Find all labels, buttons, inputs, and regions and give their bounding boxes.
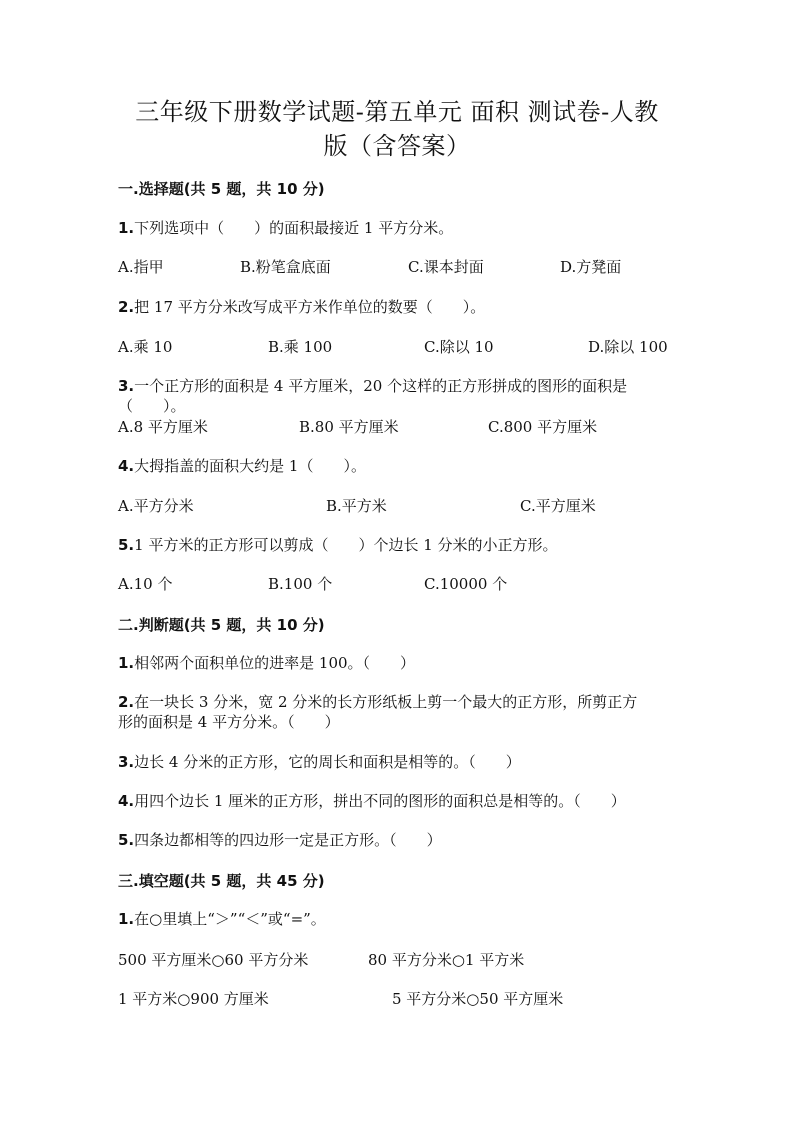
page-title-line-1: 三年级下册数学试题-第五单元 面积 测试卷-人教: [135, 98, 659, 126]
option-b: B.80 平方厘米: [299, 418, 399, 436]
option-a: A.10 个: [118, 575, 173, 593]
question-body: 1 平方米的正方形可以剪成（ ）个边长 1 分米的小正方形。: [134, 536, 558, 554]
compare-item: 80 平方分米○1 平方米: [368, 951, 525, 969]
question-number: 3.: [118, 377, 135, 395]
question-number: 5.: [118, 831, 135, 849]
question-body: 大拇指盖的面积大约是 1（ ）。: [134, 457, 366, 475]
question-text: [118, 692, 637, 712]
option-a: A.指甲: [118, 258, 164, 276]
question-text: [118, 830, 442, 850]
compare-item: 500 平方厘米○60 平方分米: [118, 951, 309, 969]
question-number: 4.: [118, 457, 135, 475]
option-d: D.方凳面: [560, 258, 622, 276]
question-number: 1.: [118, 910, 135, 928]
question-text: [118, 456, 366, 476]
question-text: [118, 752, 521, 772]
question-text: [118, 791, 626, 811]
option-b: B.乘 100: [268, 338, 333, 356]
option-c: C.除以 10: [424, 338, 494, 356]
question-text-continued: 形的面积是 4 平方分米。（ ）: [118, 713, 340, 731]
compare-item: 1 平方米○900 方厘米: [118, 990, 269, 1008]
option-a: A.平方分米: [118, 497, 194, 515]
option-b: B.粉笔盒底面: [240, 258, 331, 276]
question-body: 相邻两个面积单位的进率是 100。（ ）: [134, 654, 416, 672]
option-c: C.10000 个: [424, 575, 508, 593]
question-number: 3.: [118, 753, 135, 771]
question-text: [118, 653, 415, 673]
question-text: [118, 297, 485, 317]
option-b: B.平方米: [326, 497, 387, 515]
question-number: 4.: [118, 792, 135, 810]
section-heading-fill-in: 三.填空题(共 5 题，共 45 分): [118, 872, 325, 890]
question-body: 四条边都相等的四边形一定是正方形。（ ）: [134, 831, 442, 849]
question-text: [118, 218, 453, 238]
question-text-continued: （ ）。: [118, 397, 186, 415]
option-c: C.课本封面: [408, 258, 484, 276]
question-body: 用四个边长 1 厘米的正方形，拼出不同的图形的面积总是相等的。（ ）: [134, 792, 626, 810]
option-a: A.8 平方厘米: [118, 418, 208, 436]
question-body: 把 17 平方分米改写成平方米作单位的数要（ ）。: [134, 298, 486, 316]
question-text: [118, 535, 558, 555]
question-number: 1.: [118, 654, 135, 672]
option-b: B.100 个: [268, 575, 333, 593]
option-a: A.乘 10: [118, 338, 173, 356]
question-number: 2.: [118, 693, 135, 711]
option-c: C.800 平方厘米: [488, 418, 598, 436]
compare-item: 5 平方分米○50 平方厘米: [392, 990, 564, 1008]
option-c: C.平方厘米: [520, 497, 596, 515]
question-body: 下列选项中（ ）的面积最接近 1 平方分米。: [134, 219, 454, 237]
question-body: 边长 4 分米的正方形，它的周长和面积是相等的。（ ）: [134, 753, 521, 771]
question-number: 1.: [118, 219, 135, 237]
question-text: [118, 376, 627, 396]
section-heading-choice: 一.选择题(共 5 题，共 10 分): [118, 180, 325, 198]
option-d: D.除以 100: [588, 338, 668, 356]
page-title-line-2: 版（含答案）: [323, 132, 471, 160]
question-body: 在○里填上“＞”“＜”或“=”。: [134, 910, 326, 928]
section-heading-true-false: 二.判断题(共 5 题，共 10 分): [118, 616, 325, 634]
question-number: 2.: [118, 298, 135, 316]
question-body: 一个正方形的面积是 4 平方厘米，20 个这样的正方形拼成的图形的面积是: [134, 377, 628, 395]
question-number: 5.: [118, 536, 135, 554]
question-text: [118, 909, 326, 929]
question-body: 在一块长 3 分米，宽 2 分米的长方形纸板上剪一个最大的正方形，所剪正方: [134, 693, 638, 711]
